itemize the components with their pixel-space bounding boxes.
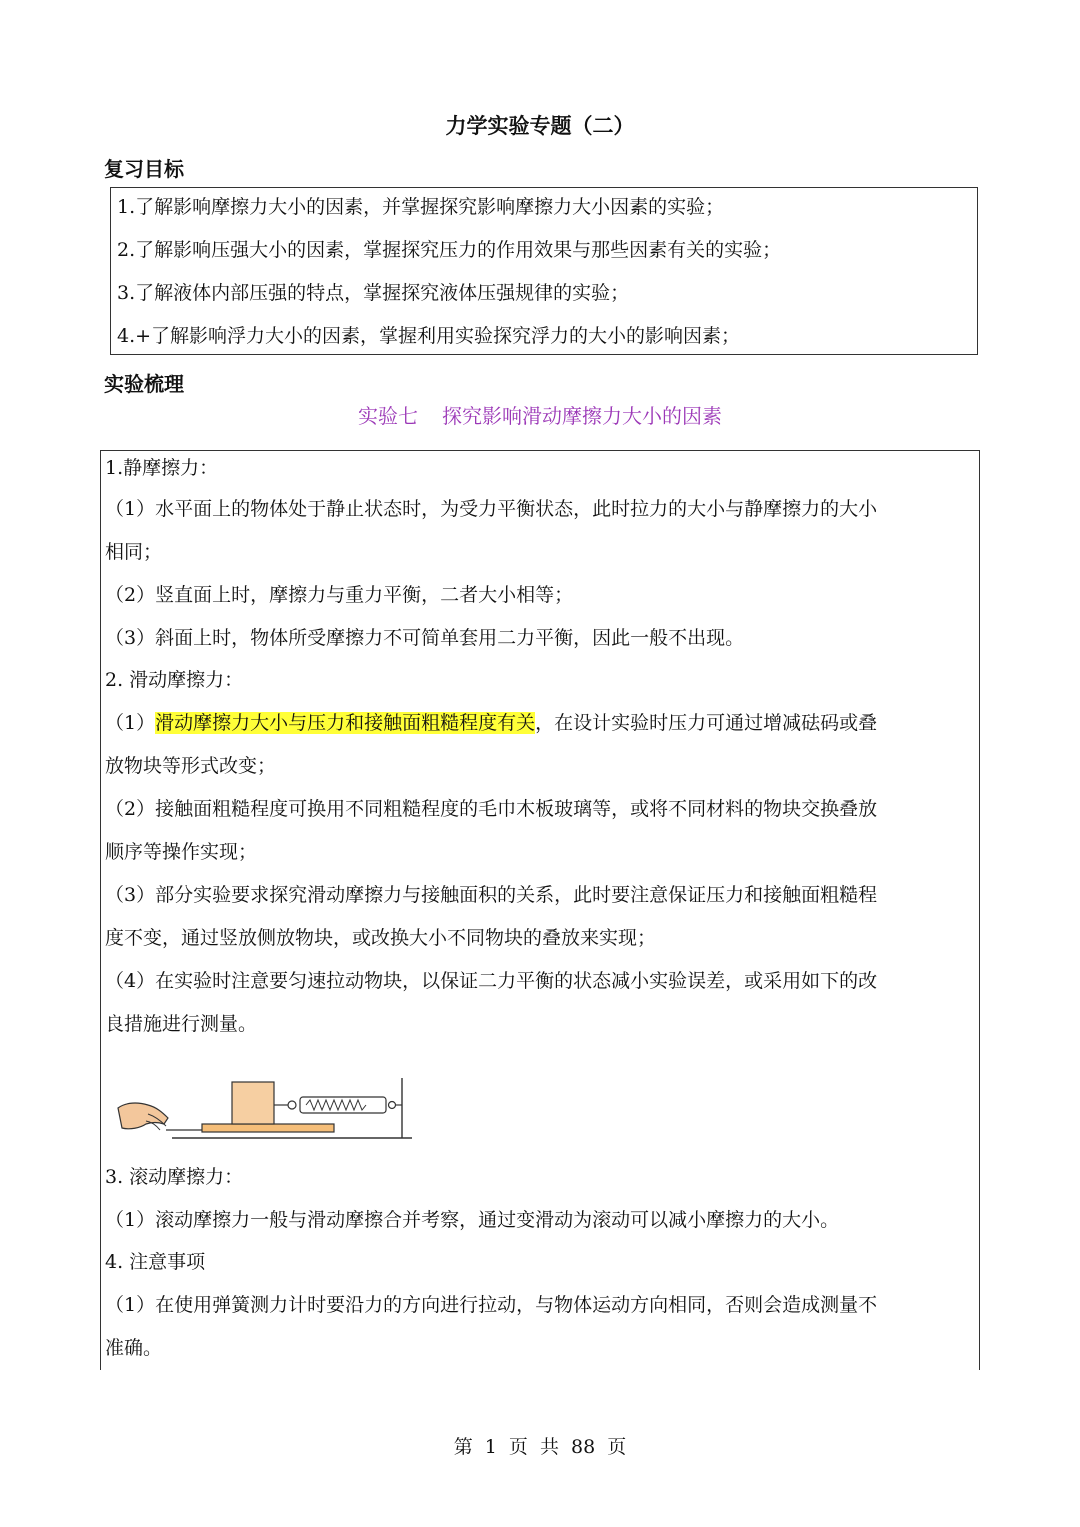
- sliding-friction-p2-line2: 顺序等操作实现；: [105, 841, 258, 863]
- sliding-friction-p4-line1: （4）在实验时注意要匀速拉动物块，以保证二力平衡的状态减小实验误差，或采用如下的改: [105, 970, 878, 992]
- static-friction-heading: 1.静摩擦力：: [105, 457, 219, 479]
- static-friction-p2: （2）竖直面上时，摩擦力与重力平衡，二者大小相等；: [105, 584, 574, 606]
- goal-item: 4.+了解影响浮力大小的因素，掌握利用实验探究浮力的大小的影响因素；: [117, 325, 741, 347]
- document-title: 力学实验专题（二）: [445, 114, 635, 138]
- experiment-name: 探究影响滑动摩擦力大小的因素: [442, 404, 722, 428]
- rolling-friction-heading: 3. 滚动摩擦力：: [105, 1166, 244, 1188]
- goal-item: 2.了解影响压强大小的因素，掌握探究压力的作用效果与那些因素有关的实验；: [117, 239, 782, 261]
- sliding-friction-p1-line2: 放物块等形式改变；: [105, 755, 277, 777]
- highlighted-key-point: 滑动摩擦力大小与压力和接触面粗糙程度有关: [155, 712, 536, 734]
- review-goals-box: [110, 187, 978, 355]
- static-friction-p3: （3）斜面上时，物体所受摩擦力不可简单套用二力平衡，因此一般不出现。: [105, 627, 745, 649]
- static-friction-p1-line1: （1）水平面上的物体处于静止状态时，为受力平衡状态，此时拉力的大小与静摩擦力的大小: [105, 498, 878, 520]
- notes-p1-line1: （1）在使用弹簧测力计时要沿力的方向进行拉动，与物体运动方向相同，否则会造成测量不: [105, 1294, 878, 1316]
- sliding-friction-p3-line2: 度不变，通过竖放侧放物块，或改换大小不同物块的叠放来实现；: [105, 927, 657, 949]
- wooden-board: [202, 1124, 334, 1132]
- experiment-title: [0, 400, 1080, 429]
- wooden-block: [232, 1082, 274, 1124]
- notes-heading: 4. 注意事项: [105, 1251, 206, 1273]
- notes-p1-line2: 准确。: [105, 1337, 163, 1359]
- sliding-friction-p1-rest: ，在设计实验时压力可通过增减砝码或叠: [535, 712, 878, 734]
- experiment-review-heading: 实验梳理: [104, 372, 184, 396]
- page-number-footer: 第 1 页 共 88 页: [453, 1436, 627, 1458]
- experiment-number: 实验七: [358, 404, 418, 428]
- sliding-friction-p2-line1: （2）接触面粗糙程度可换用不同粗糙程度的毛巾木板玻璃等，或将不同材料的物块交换叠放: [105, 798, 878, 820]
- static-friction-p1-line2: 相同；: [105, 541, 163, 563]
- goal-item: 1.了解影响摩擦力大小的因素，并掌握探究影响摩擦力大小因素的实验；: [117, 196, 725, 218]
- sliding-friction-p4-line2: 良措施进行测量。: [105, 1013, 258, 1035]
- spring-scale-apparatus-figure: [116, 1072, 416, 1144]
- experiment-content-box: [100, 450, 980, 1370]
- sliding-friction-heading: 2. 滑动摩擦力：: [105, 669, 244, 691]
- spring-scale-icon: [300, 1097, 396, 1113]
- sliding-friction-p1-line1: [105, 710, 877, 736]
- goal-item: 3.了解液体内部压强的特点，掌握探究液体压强规律的实验；: [117, 282, 630, 304]
- review-goals-heading: 复习目标: [104, 157, 184, 181]
- sliding-friction-p3-line1: （3）部分实验要求探究滑动摩擦力与接触面积的关系，此时要注意保证压力和接触面粗糙程: [105, 884, 878, 906]
- hand-icon: [118, 1103, 168, 1130]
- rolling-friction-p1: （1）滚动摩擦力一般与滑动摩擦合并考察，通过变滑动为滚动可以减小摩擦力的大小。: [105, 1209, 840, 1231]
- sliding-friction-p1-prefix: （1）: [105, 712, 156, 734]
